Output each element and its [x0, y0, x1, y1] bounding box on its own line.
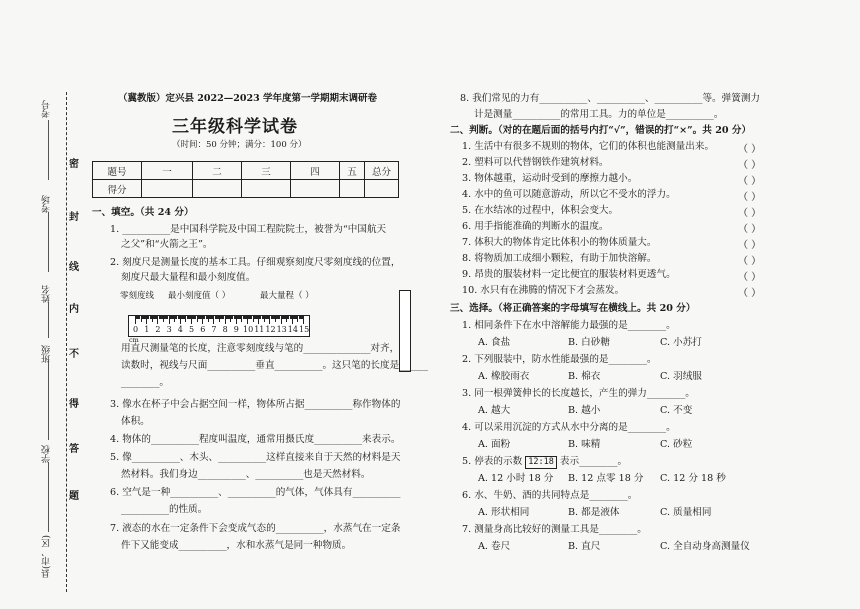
question-text: 之父”和“火箭之王”。 — [121, 239, 213, 250]
question-text: 3. 像水在杯子中会占据空间一样，物体所占据__________称作物体的 — [110, 399, 401, 410]
choice-option: C. 全自动身高测量仪 — [660, 541, 750, 552]
question-text: 计是测量__________的常用工具。力的单位是__________。 — [474, 109, 724, 120]
question-text: 读数时，视线与尺面__________垂直__________。这只笔的长度是______ — [121, 360, 428, 371]
seal-char: 密 — [69, 159, 79, 170]
blank-line — [48, 212, 49, 272]
answer-bracket[interactable]: （ ） — [738, 224, 762, 235]
score-cell: 二 — [193, 162, 242, 180]
ruler-number: 6 — [200, 325, 206, 334]
label-class: 班级 — [42, 345, 52, 363]
answer-bracket[interactable]: （ ） — [738, 288, 762, 299]
question-text: 8. 我们常见的力有__________、__________、__________等。弹簧测力 — [460, 93, 761, 104]
question-text: 5. 像__________、木头、__________这样直接来自于天然的材料是天 — [110, 452, 401, 463]
judge-item: 2. 塑料可以代替钢铁作建筑材料。 — [462, 157, 609, 168]
choice-option: C. 砂粒 — [660, 439, 693, 450]
choice-question-prefix: 5. 停表的示数 — [462, 456, 523, 467]
seal-char: 线 — [69, 262, 79, 273]
choice-option: B. 味精 — [568, 439, 601, 450]
question-text: 刻度尺最大量程和最小刻度值。 — [121, 272, 256, 283]
score-cell: 四 — [291, 162, 340, 180]
exam-time: （时间：50 分钟；满分：100 分） — [172, 140, 307, 150]
label-exam-room: 考场 — [42, 195, 52, 213]
score-cell: 题号 — [93, 162, 142, 180]
choice-question: 7. 测量身高比较好的测量工具是________。 — [462, 524, 647, 535]
choice-option: B. 直尺 — [568, 541, 601, 552]
choice-question: 3. 同一根弹簧伸长的长度越长，产生的弹力________。 — [462, 388, 695, 399]
label-exam-number: 考号 — [42, 100, 52, 118]
ruler-label: 零刻度线 — [120, 291, 155, 301]
choice-question — [462, 455, 627, 469]
ruler-number: 13 — [276, 325, 287, 334]
exam-title: 三年级科学试卷 — [172, 117, 298, 137]
section-3-heading: 三、选择。（将正确答案的字母填写在横线上。共 20 分） — [450, 303, 696, 314]
ruler-number: 15 — [299, 325, 310, 334]
section-2-heading: 二、判断。（对的在题后面的括号内打“√”，错误的打“×”。共 20 分） — [450, 125, 752, 136]
ruler-number: 14 — [287, 325, 298, 334]
score-cell[interactable] — [340, 180, 365, 198]
blank-line — [48, 462, 49, 532]
choice-option: B. 棉衣 — [568, 371, 601, 382]
ruler-number: 3 — [166, 325, 172, 334]
ruler-number: 4 — [177, 325, 183, 334]
judge-item: 4. 水中的鱼可以随意游动，所以它不受水的浮力。 — [462, 189, 676, 200]
answer-bracket[interactable]: （ ） — [738, 144, 762, 155]
choice-option: B. 白砂糖 — [568, 337, 610, 348]
answer-bracket[interactable]: （ ） — [738, 192, 762, 203]
question-text: 6. 空气是一种__________、__________的气体，气体具有__________ — [110, 487, 401, 498]
blank-line — [48, 120, 49, 180]
ruler-label: 最大量程（ ） — [260, 291, 314, 301]
choice-option: A. 12 小时 18 分 — [478, 473, 554, 484]
choice-option: A. 卷尺 — [478, 541, 511, 552]
ruler-number: 10 — [243, 325, 254, 334]
judge-item: 5. 在水结冰的过程中，体积会变大。 — [462, 205, 619, 216]
blank-line — [48, 302, 49, 338]
question-text: 2. 刻度尺是测量长度的基本工具。仔细观察刻度尺零刻度线的位置， — [110, 257, 401, 268]
question-text: 体积。 — [121, 416, 150, 427]
ruler-unit: cm — [129, 336, 139, 344]
question-text: ________。 — [121, 377, 169, 388]
score-table-row — [93, 162, 399, 180]
ruler-number: 9 — [233, 325, 239, 334]
score-table — [92, 161, 399, 198]
judge-item: 8. 将物质加工成细小颗粒，有助于加快溶解。 — [462, 253, 657, 264]
score-cell: 一 — [142, 162, 193, 180]
ruler-label: 最小刻度值（ ） — [168, 291, 231, 301]
ruler-number: 1 — [144, 325, 150, 334]
score-cell[interactable] — [242, 180, 291, 198]
seal-char: 不 — [69, 349, 79, 360]
seal-char: 得 — [69, 399, 79, 410]
score-table-row — [93, 180, 399, 198]
choice-option: C. 12 分 18 秒 — [660, 473, 726, 484]
label-county: 县(市、区) — [42, 535, 52, 579]
answer-bracket[interactable]: （ ） — [738, 176, 762, 187]
judge-item: 3. 物体越重，运动时受到的摩擦力越小。 — [462, 173, 638, 184]
score-cell: 五 — [340, 162, 365, 180]
question-text: 然材料。我们身边__________、__________也是天然材料。 — [121, 469, 371, 480]
answer-bracket[interactable]: （ ） — [738, 272, 762, 283]
score-cell[interactable] — [291, 180, 340, 198]
answer-bracket[interactable]: （ ） — [738, 256, 762, 267]
score-cell: 总分 — [365, 162, 399, 180]
seal-char: 内 — [69, 304, 79, 315]
choice-option: B. 12 点零 18 分 — [568, 473, 644, 484]
score-cell: 得分 — [93, 180, 142, 198]
label-school: 学校 — [42, 445, 52, 463]
score-cell: 三 — [242, 162, 291, 180]
ruler-number: 7 — [211, 325, 217, 334]
choice-option: C. 小苏打 — [660, 337, 702, 348]
question-text: 7. 液态的水在一定条件下会变成气态的__________，水蒸气在一定条 — [110, 523, 401, 534]
judge-item: 9. 昂贵的服装材料一定比便宜的服装材料更透气。 — [462, 269, 676, 280]
question-text: 用直尺测量笔的长度，注意零刻度线与笔的______________对齐， — [121, 343, 400, 354]
choice-option: B. 越小 — [568, 405, 601, 416]
answer-bracket[interactable]: （ ） — [738, 240, 762, 251]
ruler-tick — [303, 316, 304, 324]
judge-item: 1. 生活中有很多不规则的物体，它们的体积也能测量出来。 — [462, 141, 715, 152]
choice-question: 2. 下列服装中，防水性能最强的是________。 — [462, 354, 657, 365]
answer-bracket[interactable]: （ ） — [738, 160, 762, 171]
seal-char: 题 — [69, 491, 79, 502]
stopwatch-display: 12:18 — [525, 456, 557, 469]
judge-item: 10. 水只有在沸腾的情况下才会蒸发。 — [462, 285, 625, 296]
score-cell[interactable] — [365, 180, 399, 198]
exam-subtitle: （冀教版）定兴县 2022—2023 学年度第一学期期末调研卷 — [118, 93, 377, 104]
answer-bracket[interactable]: （ ） — [738, 208, 762, 219]
choice-option: A. 食盐 — [478, 337, 511, 348]
binding-dashed-line — [66, 92, 67, 592]
question-text: 1. __________是中国科学院及中国工程院院士，被誉为“中国航天 — [110, 224, 387, 235]
choice-option: C. 不变 — [660, 405, 693, 416]
blank-line — [48, 360, 49, 440]
question-text: 4. 物体的__________程度叫温度，通常用摄氏度__________来表示。 — [110, 434, 401, 445]
score-cell[interactable] — [193, 180, 242, 198]
choice-option: B. 都是液体 — [568, 507, 620, 518]
ruler-number: 2 — [155, 325, 161, 334]
judge-item: 7. 体积大的物体肯定比体积小的物体质量大。 — [462, 237, 657, 248]
score-cell[interactable] — [142, 180, 193, 198]
question-text: __________的性质。 — [121, 504, 208, 515]
choice-option: A. 面粉 — [478, 439, 511, 450]
choice-question: 4. 可以采用沉淀的方式从水中分离的是________。 — [462, 422, 676, 433]
ruler-number: 12 — [265, 325, 276, 334]
label-name: 姓名 — [42, 285, 52, 303]
choice-question-suffix: 表示________。 — [559, 456, 628, 467]
choice-option: A. 橡胶雨衣 — [478, 371, 530, 382]
seal-char: 答 — [69, 444, 79, 455]
choice-option: C. 质量相同 — [660, 507, 712, 518]
ruler-number: 11 — [254, 325, 265, 334]
choice-question: 1. 相同条件下在水中溶解能力最强的是________。 — [462, 320, 676, 331]
ruler-number: 0 — [133, 325, 139, 334]
judge-item: 6. 用手指能准确的判断水的温度。 — [462, 221, 609, 232]
ruler-number: 8 — [222, 325, 228, 334]
choice-option: A. 形状相同 — [478, 507, 530, 518]
seal-char: 封 — [69, 212, 79, 223]
section-1-heading: 一、填空。（共 24 分） — [92, 207, 194, 218]
choice-option: A. 越大 — [478, 405, 511, 416]
ruler-diagram — [128, 315, 310, 337]
question-text: 件下又能变成__________，水和水蒸气是同一种物质。 — [121, 540, 352, 551]
choice-question: 6. 水、牛奶、酒的共同特点是________。 — [462, 490, 638, 501]
ruler-number: 5 — [189, 325, 195, 334]
choice-option: C. 羽绒服 — [660, 371, 702, 382]
